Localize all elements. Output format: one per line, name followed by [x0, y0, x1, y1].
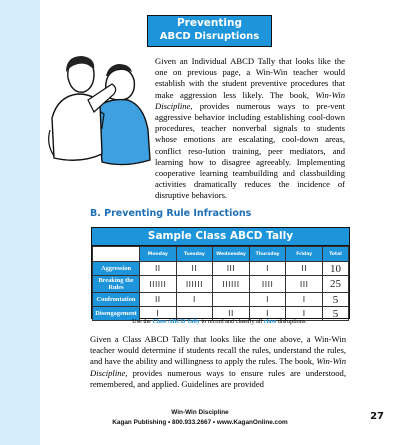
tally-cell: II [176, 262, 213, 276]
page-footer [0, 408, 400, 428]
tally-cell: IIIIII [176, 276, 213, 293]
col-header: Monday [140, 247, 177, 262]
total-cell: 5 [323, 307, 349, 321]
total-cell: 25 [323, 276, 349, 293]
section-heading: B. Preventing Rule Infractions [90, 208, 252, 219]
tally-cell: I [286, 307, 323, 321]
col-header: Total [323, 247, 349, 262]
intro-text-a: Given an Individual ABCD Tally that looks like the one on previous page, a Win-Win teacher would establish with the student preventive procedures that make aggression less likely. The book, [155, 56, 345, 100]
book-title-italic: Win-Win Discipline [155, 89, 345, 111]
total-cell: 10 [323, 262, 349, 276]
caption-text: to record and classify all [199, 318, 264, 325]
tally-cell: I [176, 293, 213, 307]
tally-cell: III [213, 262, 250, 276]
tally-title: Sample Class ABCD Tally [92, 228, 349, 246]
col-header: Tuesday [176, 247, 213, 262]
intro-paragraph-part1 [155, 56, 345, 202]
tally-cell: IIIIII [213, 276, 250, 293]
col-header: Thursday [249, 247, 286, 262]
intro-text-b: , provides numerous ways to pre-vent aggressive behavior including establishing cool-down procedures, teacher nonverbal signals to students whose emotions are escalating, cool-down areas, conflict reso-lution training, peer mediators, and learning how to disagree agreeably. Implementing cooperative learning teambuilding and classbuilding activities dramatically reduces the incidence of disruptive behaviors. [155, 100, 345, 201]
sidebar-stripe [0, 0, 40, 445]
tally-cell: I [286, 293, 323, 307]
table-row [93, 262, 349, 276]
tally-cell: I [249, 307, 286, 321]
body-text-a: Given a Class ABCD Tally that looks like the one above, a Win-Win teacher would determine if students recall the rules, understand the rules, and have the ability and willingness to apply the rules. The book, [90, 334, 346, 367]
tally-cell: I [140, 307, 177, 321]
col-header: Wednesday [213, 247, 250, 262]
caption-highlight: class [263, 318, 277, 325]
row-label: Confrontation [93, 293, 140, 307]
body-paragraph-2 [90, 334, 346, 390]
tally-corner [93, 247, 140, 262]
tally-cell [213, 293, 250, 307]
row-label: Disengagement [93, 307, 140, 321]
page-number: 27 [370, 411, 384, 422]
body-text-b: , provides numerous ways to ensure rules are understood, remembered, and applied. Guidelines are provided [90, 367, 346, 389]
tally-cell: IIIIII [140, 276, 177, 293]
caption-text: Use the [132, 318, 153, 325]
tally-cell: III [286, 276, 323, 293]
class-tally-table [91, 227, 350, 319]
tally-cell: II [140, 262, 177, 276]
col-header: Friday [286, 247, 323, 262]
tally-cell: II [213, 307, 250, 321]
two-students-illustration [44, 34, 154, 174]
table-row [93, 276, 349, 293]
tally-cell: I [249, 293, 286, 307]
tally-cell: II [286, 262, 323, 276]
header-line1: Preventing [176, 17, 243, 29]
page-header-box [147, 15, 272, 47]
tally-caption [91, 318, 348, 325]
total-cell: 5 [323, 293, 349, 307]
row-label: Breaking the Rules [93, 276, 140, 293]
footer-title: Win-Win Discipline [171, 409, 229, 416]
table-row [93, 293, 349, 307]
caption-text: disruptions. [276, 318, 307, 325]
tally-cell: II [140, 293, 177, 307]
tally-cell: IIII [249, 276, 286, 293]
tally-grid [92, 246, 349, 321]
row-label: Aggression [93, 262, 140, 276]
header-line2: ABCD Disruptions [159, 31, 260, 42]
caption-highlight: Class ABCD Tally [152, 318, 200, 325]
footer-publisher: Kagan Publishing • 800.933.2667 • www.KaganOnline.com [112, 419, 288, 426]
tally-cell: I [249, 262, 286, 276]
book-title-italic: Win-Win Discipline [90, 356, 346, 378]
